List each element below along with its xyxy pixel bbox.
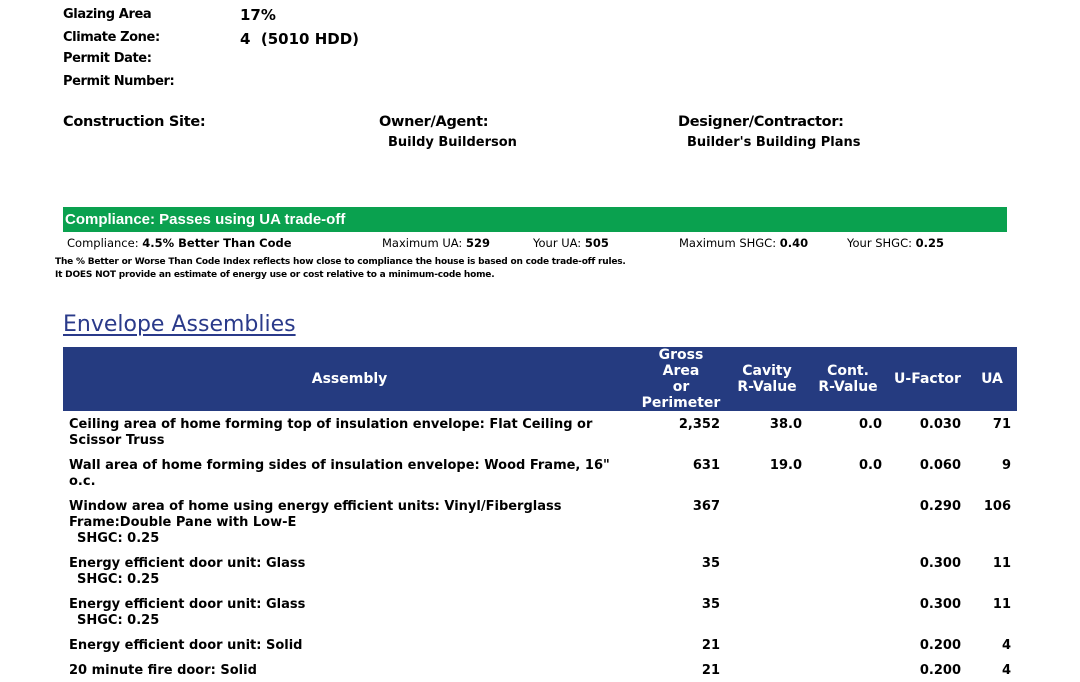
- area-cell: 21: [701, 663, 720, 678]
- your-ua-label: Your UA:: [533, 236, 582, 250]
- assembly-cell: [63, 493, 636, 550]
- header-ua: UA: [967, 347, 1017, 411]
- max-ua-label: Maximum UA:: [382, 236, 463, 250]
- ua-cell: 4: [1001, 638, 1011, 653]
- assembly-shgc: SHGC: 0.25: [77, 572, 160, 587]
- header-assembly: Assembly: [63, 347, 636, 411]
- ufactor-cell: 0.030: [919, 417, 961, 432]
- ufactor-cell: 0.200: [919, 638, 961, 653]
- compliance-banner: Compliance: Passes using UA trade-off: [63, 207, 1007, 232]
- table-row: [63, 657, 1017, 682]
- assembly-shgc: SHGC: 0.25: [77, 531, 160, 546]
- cont-cell: [808, 493, 888, 550]
- assembly-cell: [63, 452, 636, 493]
- cavity-cell: 38.0: [769, 417, 802, 432]
- compliance-summary: [67, 236, 292, 250]
- table-header-row: [63, 347, 1017, 411]
- cont-cell: [808, 550, 888, 591]
- table-row: [63, 591, 1017, 632]
- area-cell: 35: [701, 597, 720, 612]
- your-shgc-label: Your SHGC:: [847, 236, 912, 250]
- assembly-cell: [63, 591, 636, 632]
- envelope-assemblies-table: [63, 347, 1017, 682]
- ufactor-cell: 0.300: [919, 556, 961, 571]
- construction-site-label: Construction Site:: [63, 114, 206, 130]
- header-gross-area: Gross Area or Perimeter: [636, 347, 726, 411]
- permit-date-label: Permit Date:: [63, 51, 152, 66]
- cavity-cell: [726, 591, 808, 632]
- table-row: [63, 411, 1017, 452]
- your-ua: [533, 236, 609, 250]
- cavity-cell: [726, 493, 808, 550]
- cavity-cell: [726, 657, 808, 682]
- your-shgc-value: 0.25: [915, 236, 944, 250]
- table-row: [63, 452, 1017, 493]
- cont-cell: 0.0: [858, 417, 882, 432]
- area-cell: 21: [701, 638, 720, 653]
- compliance-note-line-1: The % Better or Worse Than Code Index reflects how close to compliance the house is based on code trade-off rules.: [55, 257, 626, 267]
- assembly-description: Window area of home using energy efficient units: Vinyl/Fiberglass Frame:Double Pane with Low-E: [69, 499, 562, 530]
- max-ua: [382, 236, 490, 250]
- your-shgc: [847, 236, 944, 250]
- assembly-description: Energy efficient door unit: Glass: [69, 597, 306, 612]
- cavity-cell: [726, 550, 808, 591]
- cont-cell: [808, 632, 888, 657]
- header-cont-r-value: Cont. R-Value: [808, 347, 888, 411]
- assembly-description: Energy efficient door unit: Glass: [69, 556, 306, 571]
- assembly-cell: [63, 632, 636, 657]
- cont-cell: 0.0: [858, 458, 882, 473]
- ua-cell: 4: [1001, 663, 1011, 678]
- table-row: [63, 550, 1017, 591]
- max-ua-value: 529: [465, 236, 490, 250]
- ufactor-cell: 0.200: [919, 663, 961, 678]
- assembly-description: Ceiling area of home forming top of insulation envelope: Flat Ceiling or Scissor Truss: [69, 417, 593, 448]
- ufactor-cell: 0.300: [919, 597, 961, 612]
- header-u-factor: U-Factor: [888, 347, 967, 411]
- owner-agent-label: Owner/Agent:: [379, 114, 489, 130]
- glazing-area-label: Glazing Area: [63, 7, 152, 22]
- table-row: [63, 493, 1017, 550]
- ua-cell: 11: [992, 556, 1011, 571]
- ua-cell: 9: [1001, 458, 1011, 473]
- max-shgc: [679, 236, 808, 250]
- table-row: [63, 632, 1017, 657]
- ua-cell: 71: [992, 417, 1011, 432]
- max-shgc-value: 0.40: [779, 236, 809, 250]
- your-ua-value: 505: [584, 236, 609, 250]
- assembly-description: 20 minute fire door: Solid: [69, 663, 257, 678]
- assembly-cell: [63, 657, 636, 682]
- cont-cell: [808, 591, 888, 632]
- designer-contractor-value: Builder's Building Plans: [687, 135, 861, 150]
- compliance-label: Compliance:: [67, 236, 139, 250]
- owner-agent-value: Buildy Builderson: [388, 135, 517, 150]
- cont-cell: [808, 657, 888, 682]
- climate-zone-value: 4 (5010 HDD): [240, 30, 360, 48]
- header-cavity-r-value: Cavity R-Value: [726, 347, 808, 411]
- glazing-area-value: 17%: [240, 6, 276, 24]
- designer-contractor-label: Designer/Contractor:: [678, 114, 844, 130]
- area-cell: 367: [692, 499, 720, 514]
- area-cell: 631: [692, 458, 720, 473]
- ua-cell: 106: [983, 499, 1011, 514]
- assembly-cell: [63, 411, 636, 452]
- compliance-value: 4.5% Better Than Code: [142, 236, 292, 250]
- max-shgc-label: Maximum SHGC:: [679, 236, 777, 250]
- ufactor-cell: 0.060: [919, 458, 961, 473]
- assembly-cell: [63, 550, 636, 591]
- ufactor-cell: 0.290: [919, 499, 961, 514]
- assembly-shgc: SHGC: 0.25: [77, 613, 160, 628]
- assembly-description: Energy efficient door unit: Solid: [69, 638, 303, 653]
- permit-number-label: Permit Number:: [63, 74, 175, 89]
- climate-zone-label: Climate Zone:: [63, 30, 160, 45]
- area-cell: 35: [701, 556, 720, 571]
- area-cell: 2,352: [678, 417, 720, 432]
- assembly-description: Wall area of home forming sides of insulation envelope: Wood Frame, 16" o.c.: [69, 458, 610, 489]
- cavity-cell: [726, 632, 808, 657]
- compliance-note-line-2: It DOES NOT provide an estimate of energy use or cost relative to a minimum-code home.: [55, 270, 495, 280]
- cavity-cell: 19.0: [769, 458, 802, 473]
- ua-cell: 11: [992, 597, 1011, 612]
- envelope-assemblies-title: Envelope Assemblies: [63, 312, 296, 337]
